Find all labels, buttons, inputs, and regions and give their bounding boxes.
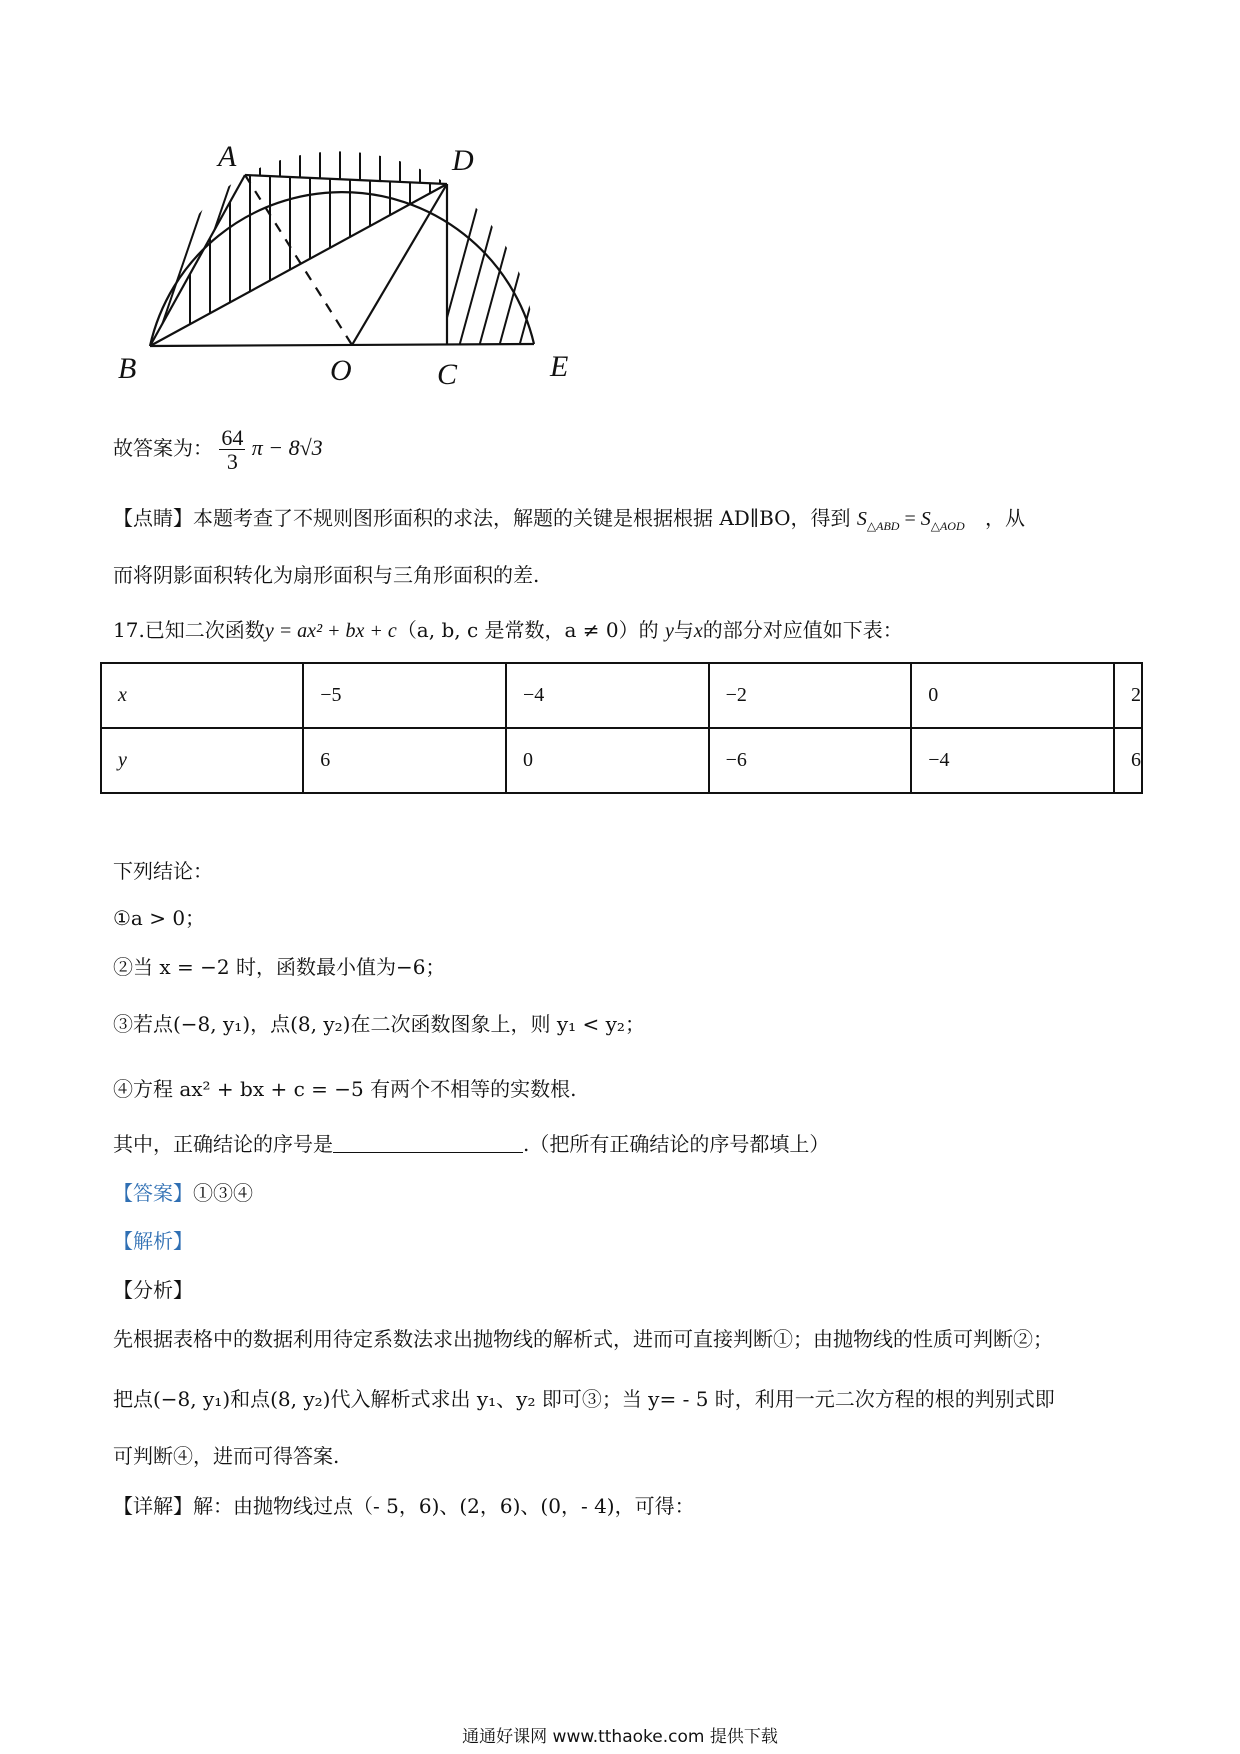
answer-line: [113, 1181, 253, 1205]
conclusion-2: ②当 x = −2 时，函数最小值为−6；: [113, 955, 446, 979]
xiangjie-label: 【详解】: [113, 1494, 193, 1518]
label-B: B: [118, 352, 137, 385]
answer-label: 【答案】: [113, 1181, 193, 1205]
answer-value: ①③④: [193, 1181, 253, 1205]
conclusion-4: ④方程 ax² + bx + c = −5 有两个不相等的实数根.: [113, 1077, 577, 1101]
table-cell: −4: [506, 663, 709, 728]
value-table: [100, 662, 1143, 794]
table-cell: 0: [911, 663, 1114, 728]
fenxi-line2: 把点(−8, y₁)和点(8, y₂)代入解析式求出 y₁、y₂ 即可③；当 y= - 5 时，利用一元二次方程的根的判别式即: [113, 1387, 1055, 1411]
table-cell: −5: [303, 663, 506, 728]
q17-y: y: [665, 620, 674, 642]
fenxi-line3: 可判断④，进而可得答案.: [113, 1444, 340, 1468]
hatch-region-right: [430, 160, 590, 380]
label-C: C: [437, 358, 458, 391]
q17-prefix: 17.已知二次函数: [113, 618, 265, 642]
hatch-region-left: [130, 170, 235, 360]
q17-condition: （a, b, c 是常数，a ≠ 0）的: [396, 618, 659, 642]
conclusion-3: ③若点(−8, y₁)，点(8, y₂)在二次函数图象上，则 y₁ < y₂；: [113, 1012, 645, 1036]
line-OD: [352, 184, 447, 345]
answer-blank: [333, 1134, 523, 1153]
q17-x: x: [693, 620, 703, 642]
conclusions-intro: 下列结论：: [113, 859, 213, 883]
fill-suffix: .（把所有正确结论的序号都填上）: [523, 1132, 830, 1156]
dianjing-line2: 而将阴影面积转化为扇形面积与三角形面积的差.: [113, 563, 540, 587]
table-cell: 6: [303, 728, 506, 793]
table-cell: 6: [1114, 728, 1142, 793]
q17-function: y = ax² + bx + c: [264, 620, 397, 642]
q17-suffix: 的部分对应值如下表：: [702, 618, 903, 642]
jiexi-label: 【解析】: [113, 1229, 193, 1253]
fraction-denominator: 3: [226, 449, 238, 475]
fill-in-line: [113, 1132, 829, 1156]
label-A: A: [218, 140, 237, 173]
table-cell: −6: [709, 728, 912, 793]
table-cell: −2: [709, 663, 912, 728]
line-BE: [150, 344, 534, 346]
q17-mid: 与: [673, 618, 694, 642]
dianjing-bracket: 【点睛】: [113, 506, 193, 530]
table-cell: 2: [1114, 663, 1142, 728]
table-header-y: y: [101, 728, 303, 793]
conclusion-1: ①a > 0；: [113, 906, 206, 930]
label-O: O: [330, 354, 352, 387]
table-row: [101, 663, 1142, 728]
line-AD: [245, 175, 447, 184]
area-abd: $S_{\triangle ABD}$: [856, 508, 900, 533]
label-E: E: [550, 350, 569, 383]
fill-prefix: 其中，正确结论的序号是: [113, 1132, 333, 1156]
xiangjie-text: 解：由抛物线过点（- 5，6)、(2，6)、(0，- 4)，可得：: [193, 1494, 695, 1518]
footer-text: 通通好课网 www.tthaoke.com 提供下载: [462, 1727, 778, 1747]
area-aod: $S_{\triangle AOD}$: [920, 508, 965, 533]
answer16-line: [113, 426, 323, 473]
equals-sign: =: [899, 508, 921, 530]
answer16-prefix: 故答案为：: [113, 436, 213, 461]
dianjing-line1: [113, 506, 1025, 533]
dianjing-text1: 本题考查了不规则图形面积的求法，解题的关键是根据根据 AD∥BO，得到: [193, 506, 851, 530]
fenxi-label: 【分析】: [113, 1278, 193, 1302]
table-cell: 0: [506, 728, 709, 793]
answer16-rest: π − 8√3: [251, 435, 323, 461]
xiangjie-line: [113, 1494, 695, 1518]
line-AO-dashed: [245, 175, 352, 345]
semicircle-arc: [150, 192, 534, 346]
fraction-numerator: 64: [221, 425, 244, 450]
fenxi-line1: 先根据表格中的数据利用待定系数法求出抛物线的解析式，进而可直接判断①；由抛物线的性质可判断②；: [113, 1327, 1053, 1351]
dianjing-text1-end: ，从: [985, 506, 1025, 530]
table-header-x: x: [101, 663, 303, 728]
answer16-fraction: [219, 426, 245, 473]
table-row: [101, 728, 1142, 793]
table-cell: −4: [911, 728, 1114, 793]
label-D: D: [452, 144, 474, 177]
question-17: [113, 618, 903, 643]
geometry-figure: [0, 0, 620, 420]
